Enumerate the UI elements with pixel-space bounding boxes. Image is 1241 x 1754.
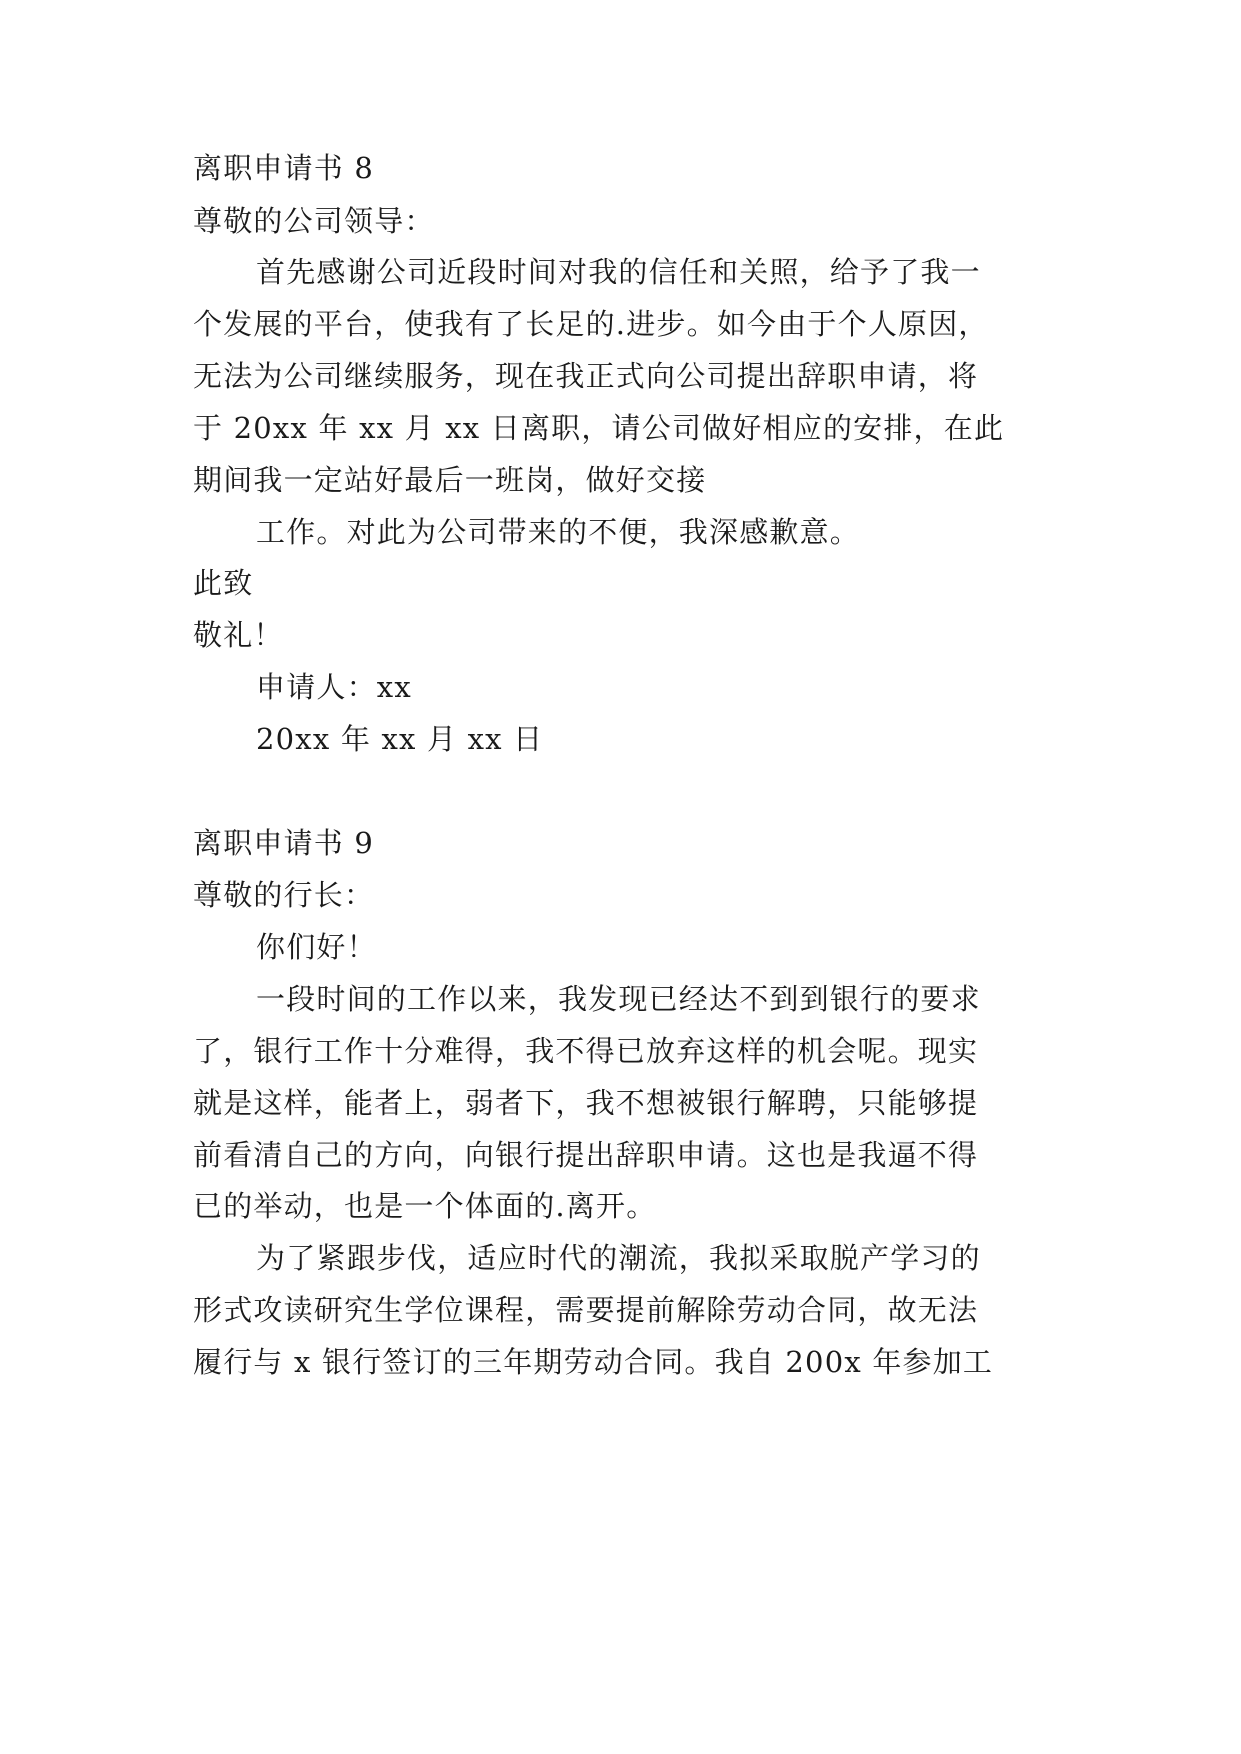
letter-8-body-line-2: 工作。对此为公司带来的不便，我深感歉意。 bbox=[256, 515, 861, 549]
letter-8-body-line: 个发展的平台，使我有了长足的.进步。如今由于个人原因， bbox=[193, 307, 989, 341]
letter-9-paragraph-2-line: 履行与 x 银行签订的三年期劳动合同。我自 200x 年参加工 bbox=[193, 1345, 994, 1379]
letter-9-paragraph-1-line: 已的举动，也是一个体面的.离开。 bbox=[193, 1189, 657, 1223]
letter-8-date: 20xx 年 xx 月 xx 日 bbox=[256, 722, 544, 756]
letter-8-body-line: 期间我一定站好最后一班岗，做好交接 bbox=[193, 463, 707, 497]
letter-8-closing-1: 此致 bbox=[193, 566, 254, 600]
letter-9-greeting: 你们好！ bbox=[256, 930, 377, 964]
letter-9-paragraph-1-line: 前看清自己的方向，向银行提出辞职申请。这也是我逼不得 bbox=[193, 1138, 979, 1172]
letter-9-paragraph-2-line: 为了紧跟步伐，适应时代的潮流，我拟采取脱产学习的 bbox=[256, 1241, 981, 1275]
letter-8-body-line: 首先感谢公司近段时间对我的信任和关照，给予了我一 bbox=[256, 255, 981, 289]
letter-8-closing-2: 敬礼！ bbox=[193, 618, 284, 652]
letter-9-paragraph-1-line: 就是这样，能者上，弱者下，我不想被银行解聘，只能够提 bbox=[193, 1086, 979, 1120]
letter-9-salutation: 尊敬的行长： bbox=[193, 878, 375, 912]
letter-8-title: 离职申请书 8 bbox=[193, 151, 375, 185]
letter-8-body-line: 于 20xx 年 xx 月 xx 日离职，请公司做好相应的安排，在此 bbox=[193, 411, 1005, 445]
letter-8-applicant: 申请人：xx bbox=[256, 670, 412, 704]
letter-9-paragraph-2-line: 形式攻读研究生学位课程，需要提前解除劳动合同，故无法 bbox=[193, 1293, 979, 1327]
letter-9-title: 离职申请书 9 bbox=[193, 826, 375, 860]
letter-8-salutation: 尊敬的公司领导： bbox=[193, 204, 435, 238]
letter-8-body-line: 无法为公司继续服务，现在我正式向公司提出辞职申请，将 bbox=[193, 359, 979, 393]
letter-9-paragraph-1-line: 一段时间的工作以来，我发现已经达不到到银行的要求 bbox=[256, 982, 981, 1016]
letter-9-paragraph-1-line: 了，银行工作十分难得，我不得已放弃这样的机会呢。现实 bbox=[193, 1034, 979, 1068]
